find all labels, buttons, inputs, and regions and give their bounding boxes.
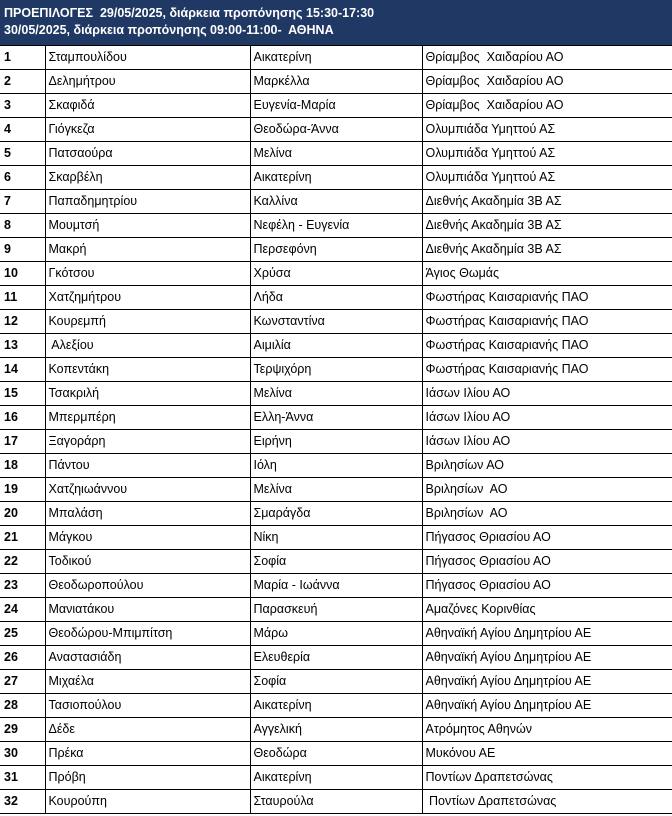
club-cell[interactable]: Ιάσων Ιλίου ΑΟ (422, 406, 672, 430)
club-cell[interactable]: Μυκόνου ΑΕ (422, 742, 672, 766)
surname-cell[interactable]: Σταμπουλίδου (45, 46, 250, 70)
surname-cell[interactable]: Τσακριλή (45, 382, 250, 406)
club-cell[interactable]: Φωστήρας Καισαριανής ΠΑΟ (422, 334, 672, 358)
club-cell[interactable]: Πήγασος Θριασίου ΑΟ (422, 526, 672, 550)
first-name-cell[interactable]: Σμαράγδα (250, 502, 422, 526)
club-cell[interactable]: Φωστήρας Καισαριανής ΠΑΟ (422, 358, 672, 382)
first-name-cell[interactable]: Νίκη (250, 526, 422, 550)
first-name-cell[interactable]: Χρύσα (250, 262, 422, 286)
row-number-cell[interactable]: 26 (0, 646, 45, 670)
club-cell[interactable]: Θρίαμβος Χαιδαρίου ΑΟ (422, 70, 672, 94)
table-row (0, 214, 672, 238)
table-row (0, 478, 672, 502)
first-name-cell[interactable]: Κωνσταντίνα (250, 310, 422, 334)
first-name-cell[interactable]: Τερψιχόρη (250, 358, 422, 382)
table-row (0, 718, 672, 742)
club-cell[interactable]: Διεθνής Ακαδημία 3Β ΑΣ (422, 214, 672, 238)
club-cell[interactable]: Πήγασος Θριασίου ΑΟ (422, 550, 672, 574)
club-cell[interactable]: Βριλησίων ΑΟ (422, 478, 672, 502)
row-number-cell[interactable]: 3 (0, 94, 45, 118)
club-cell[interactable]: Ολυμπιάδα Υμηττού ΑΣ (422, 166, 672, 190)
athletes-table (0, 46, 672, 814)
table-row (0, 358, 672, 382)
row-number-cell[interactable]: 2 (0, 70, 45, 94)
club-cell[interactable]: Ατρόμητος Αθηνών (422, 718, 672, 742)
first-name-cell[interactable]: Αικατερίνη (250, 166, 422, 190)
row-number-cell[interactable]: 21 (0, 526, 45, 550)
row-number-cell[interactable]: 12 (0, 310, 45, 334)
row-number-cell[interactable]: 13 (0, 334, 45, 358)
club-cell[interactable]: Αθηναϊκή Αγίου Δημητρίου ΑΕ (422, 670, 672, 694)
surname-cell[interactable]: Μπαλάση (45, 502, 250, 526)
club-cell[interactable]: Αθηναϊκή Αγίου Δημητρίου ΑΕ (422, 694, 672, 718)
row-number-cell[interactable]: 4 (0, 118, 45, 142)
first-name-cell[interactable]: Μελίνα (250, 382, 422, 406)
surname-cell[interactable]: Γκότσου (45, 262, 250, 286)
row-number-cell[interactable]: 19 (0, 478, 45, 502)
first-name-cell[interactable]: Αιμιλία (250, 334, 422, 358)
surname-cell[interactable]: Παπαδημητρίου (45, 190, 250, 214)
club-cell[interactable]: Ολυμπιάδα Υμηττού ΑΣ (422, 118, 672, 142)
table-row (0, 454, 672, 478)
row-number-cell[interactable]: 5 (0, 142, 45, 166)
table-row (0, 118, 672, 142)
table-row (0, 262, 672, 286)
table-row (0, 382, 672, 406)
club-cell[interactable]: Ιάσων Ιλίου ΑΟ (422, 382, 672, 406)
first-name-cell[interactable]: Θεοδώρα-Άννα (250, 118, 422, 142)
table-row (0, 766, 672, 790)
surname-cell[interactable]: Κουρεμπή (45, 310, 250, 334)
table-row (0, 526, 672, 550)
club-cell[interactable]: Φωστήρας Καισαριανής ΠΑΟ (422, 310, 672, 334)
surname-cell[interactable]: Κοπεντάκη (45, 358, 250, 382)
surname-cell[interactable]: Ξαγοράρη (45, 430, 250, 454)
row-number-cell[interactable]: 22 (0, 550, 45, 574)
table-row (0, 646, 672, 670)
surname-cell[interactable]: Μπερμπέρη (45, 406, 250, 430)
row-number-cell[interactable]: 23 (0, 574, 45, 598)
table-row (0, 574, 672, 598)
surname-cell[interactable]: Κουρούπη (45, 790, 250, 814)
row-number-cell[interactable]: 24 (0, 598, 45, 622)
row-number-cell[interactable]: 10 (0, 262, 45, 286)
table-row (0, 142, 672, 166)
first-name-cell[interactable]: Λήδα (250, 286, 422, 310)
table-row (0, 46, 672, 70)
table-row (0, 190, 672, 214)
first-name-cell[interactable]: Αικατερίνη (250, 46, 422, 70)
header-line-1: ΠΡΟΕΠΙΛΟΓΕΣ 29/05/2025, διάρκεια προπόνησης 15:30-17:30 (4, 6, 375, 20)
table-row (0, 670, 672, 694)
row-number-cell[interactable]: 9 (0, 238, 45, 262)
table-row (0, 598, 672, 622)
first-name-cell[interactable]: Παρασκευή (250, 598, 422, 622)
surname-cell[interactable]: Γιόγκεζα (45, 118, 250, 142)
first-name-cell[interactable]: Μελίνα (250, 142, 422, 166)
table-row (0, 622, 672, 646)
club-cell[interactable]: Βριλησίων ΑΟ (422, 454, 672, 478)
surname-cell[interactable]: Δέδε (45, 718, 250, 742)
first-name-cell[interactable]: Μάρω (250, 622, 422, 646)
surname-cell[interactable]: Τασιοπούλου (45, 694, 250, 718)
row-number-cell[interactable]: 20 (0, 502, 45, 526)
row-number-cell[interactable]: 8 (0, 214, 45, 238)
row-number-cell[interactable]: 32 (0, 790, 45, 814)
table-row (0, 550, 672, 574)
row-number-cell[interactable]: 27 (0, 670, 45, 694)
table-row (0, 406, 672, 430)
athletes-table-body (0, 46, 672, 814)
first-name-cell[interactable]: Ειρήνη (250, 430, 422, 454)
club-cell[interactable]: Ποντίων Δραπετσώνας (422, 790, 672, 814)
first-name-cell[interactable]: Σοφία (250, 670, 422, 694)
header-line-2: 30/05/2025, διάρκεια προπόνησης 09:00-11:00- ΑΘΗΝΑ (4, 23, 334, 37)
first-name-cell[interactable]: Καλλίνα (250, 190, 422, 214)
row-number-cell[interactable]: 17 (0, 430, 45, 454)
first-name-cell[interactable]: Ευγενία-Μαρία (250, 94, 422, 118)
table-row (0, 166, 672, 190)
row-number-cell[interactable]: 25 (0, 622, 45, 646)
row-number-cell[interactable]: 7 (0, 190, 45, 214)
table-row (0, 430, 672, 454)
row-number-cell[interactable]: 6 (0, 166, 45, 190)
club-cell[interactable]: Αθηναϊκή Αγίου Δημητρίου ΑΕ (422, 646, 672, 670)
surname-cell[interactable]: Μιχαέλα (45, 670, 250, 694)
club-cell[interactable]: Αθηναϊκή Αγίου Δημητρίου ΑΕ (422, 622, 672, 646)
table-row (0, 334, 672, 358)
surname-cell[interactable]: Χατζημήτρου (45, 286, 250, 310)
surname-cell[interactable]: Τοδικού (45, 550, 250, 574)
first-name-cell[interactable]: Μαρκέλλα (250, 70, 422, 94)
surname-cell[interactable]: Πρέκα (45, 742, 250, 766)
club-cell[interactable]: Διεθνής Ακαδημία 3Β ΑΣ (422, 190, 672, 214)
row-number-cell[interactable]: 31 (0, 766, 45, 790)
row-number-cell[interactable]: 29 (0, 718, 45, 742)
row-number-cell[interactable]: 18 (0, 454, 45, 478)
surname-cell[interactable]: Σκαρβέλη (45, 166, 250, 190)
first-name-cell[interactable]: Σοφία (250, 550, 422, 574)
surname-cell[interactable]: Μακρή (45, 238, 250, 262)
row-number-cell[interactable]: 16 (0, 406, 45, 430)
club-cell[interactable]: Διεθνής Ακαδημία 3Β ΑΣ (422, 238, 672, 262)
sheet-header (0, 0, 672, 46)
surname-cell[interactable]: Μανιατάκου (45, 598, 250, 622)
first-name-cell[interactable]: Αικατερίνη (250, 766, 422, 790)
row-number-cell[interactable]: 14 (0, 358, 45, 382)
row-number-cell[interactable]: 30 (0, 742, 45, 766)
club-cell[interactable]: Θρίαμβος Χαιδαρίου ΑΟ (422, 46, 672, 70)
surname-cell[interactable]: Θεοδώρου-Μπιμπίτση (45, 622, 250, 646)
surname-cell[interactable]: Δελημήτρου (45, 70, 250, 94)
club-cell[interactable]: Ολυμπιάδα Υμηττού ΑΣ (422, 142, 672, 166)
club-cell[interactable]: Βριλησίων ΑΟ (422, 502, 672, 526)
table-row (0, 94, 672, 118)
table-row (0, 310, 672, 334)
table-row (0, 694, 672, 718)
surname-cell[interactable]: Μάγκου (45, 526, 250, 550)
first-name-cell[interactable]: Σταυρούλα (250, 790, 422, 814)
surname-cell[interactable]: Θεοδωροπούλου (45, 574, 250, 598)
first-name-cell[interactable]: Μελίνα (250, 478, 422, 502)
first-name-cell[interactable]: Περσεφόνη (250, 238, 422, 262)
club-cell[interactable]: Άγιος Θωμάς (422, 262, 672, 286)
surname-cell[interactable]: Πρόβη (45, 766, 250, 790)
surname-cell[interactable]: Πατσαούρα (45, 142, 250, 166)
first-name-cell[interactable]: Θεοδώρα (250, 742, 422, 766)
first-name-cell[interactable]: Αγγελική (250, 718, 422, 742)
club-cell[interactable]: Ποντίων Δραπετσώνας (422, 766, 672, 790)
surname-cell[interactable]: Αλεξίου (45, 334, 250, 358)
row-number-cell[interactable]: 11 (0, 286, 45, 310)
club-cell[interactable]: Αμαζόνες Κορινθίας (422, 598, 672, 622)
table-row (0, 238, 672, 262)
first-name-cell[interactable]: Νεφέλη - Ευγενία (250, 214, 422, 238)
row-number-cell[interactable]: 28 (0, 694, 45, 718)
surname-cell[interactable]: Αναστασιάδη (45, 646, 250, 670)
club-cell[interactable]: Πήγασος Θριασίου ΑΟ (422, 574, 672, 598)
table-row (0, 790, 672, 814)
table-row (0, 286, 672, 310)
table-row (0, 742, 672, 766)
first-name-cell[interactable]: Ελλη-Άννα (250, 406, 422, 430)
surname-cell[interactable]: Μουμτσή (45, 214, 250, 238)
table-row (0, 70, 672, 94)
first-name-cell[interactable]: Ιόλη (250, 454, 422, 478)
row-number-cell[interactable]: 15 (0, 382, 45, 406)
surname-cell[interactable]: Σκαφιδά (45, 94, 250, 118)
surname-cell[interactable]: Πάντου (45, 454, 250, 478)
row-number-cell[interactable]: 1 (0, 46, 45, 70)
club-cell[interactable]: Θρίαμβος Χαιδαρίου ΑΟ (422, 94, 672, 118)
first-name-cell[interactable]: Ελευθερία (250, 646, 422, 670)
club-cell[interactable]: Φωστήρας Καισαριανής ΠΑΟ (422, 286, 672, 310)
first-name-cell[interactable]: Αικατερίνη (250, 694, 422, 718)
table-row (0, 502, 672, 526)
club-cell[interactable]: Ιάσων Ιλίου ΑΟ (422, 430, 672, 454)
surname-cell[interactable]: Χατζηιωάννου (45, 478, 250, 502)
first-name-cell[interactable]: Μαρία - Ιωάννα (250, 574, 422, 598)
